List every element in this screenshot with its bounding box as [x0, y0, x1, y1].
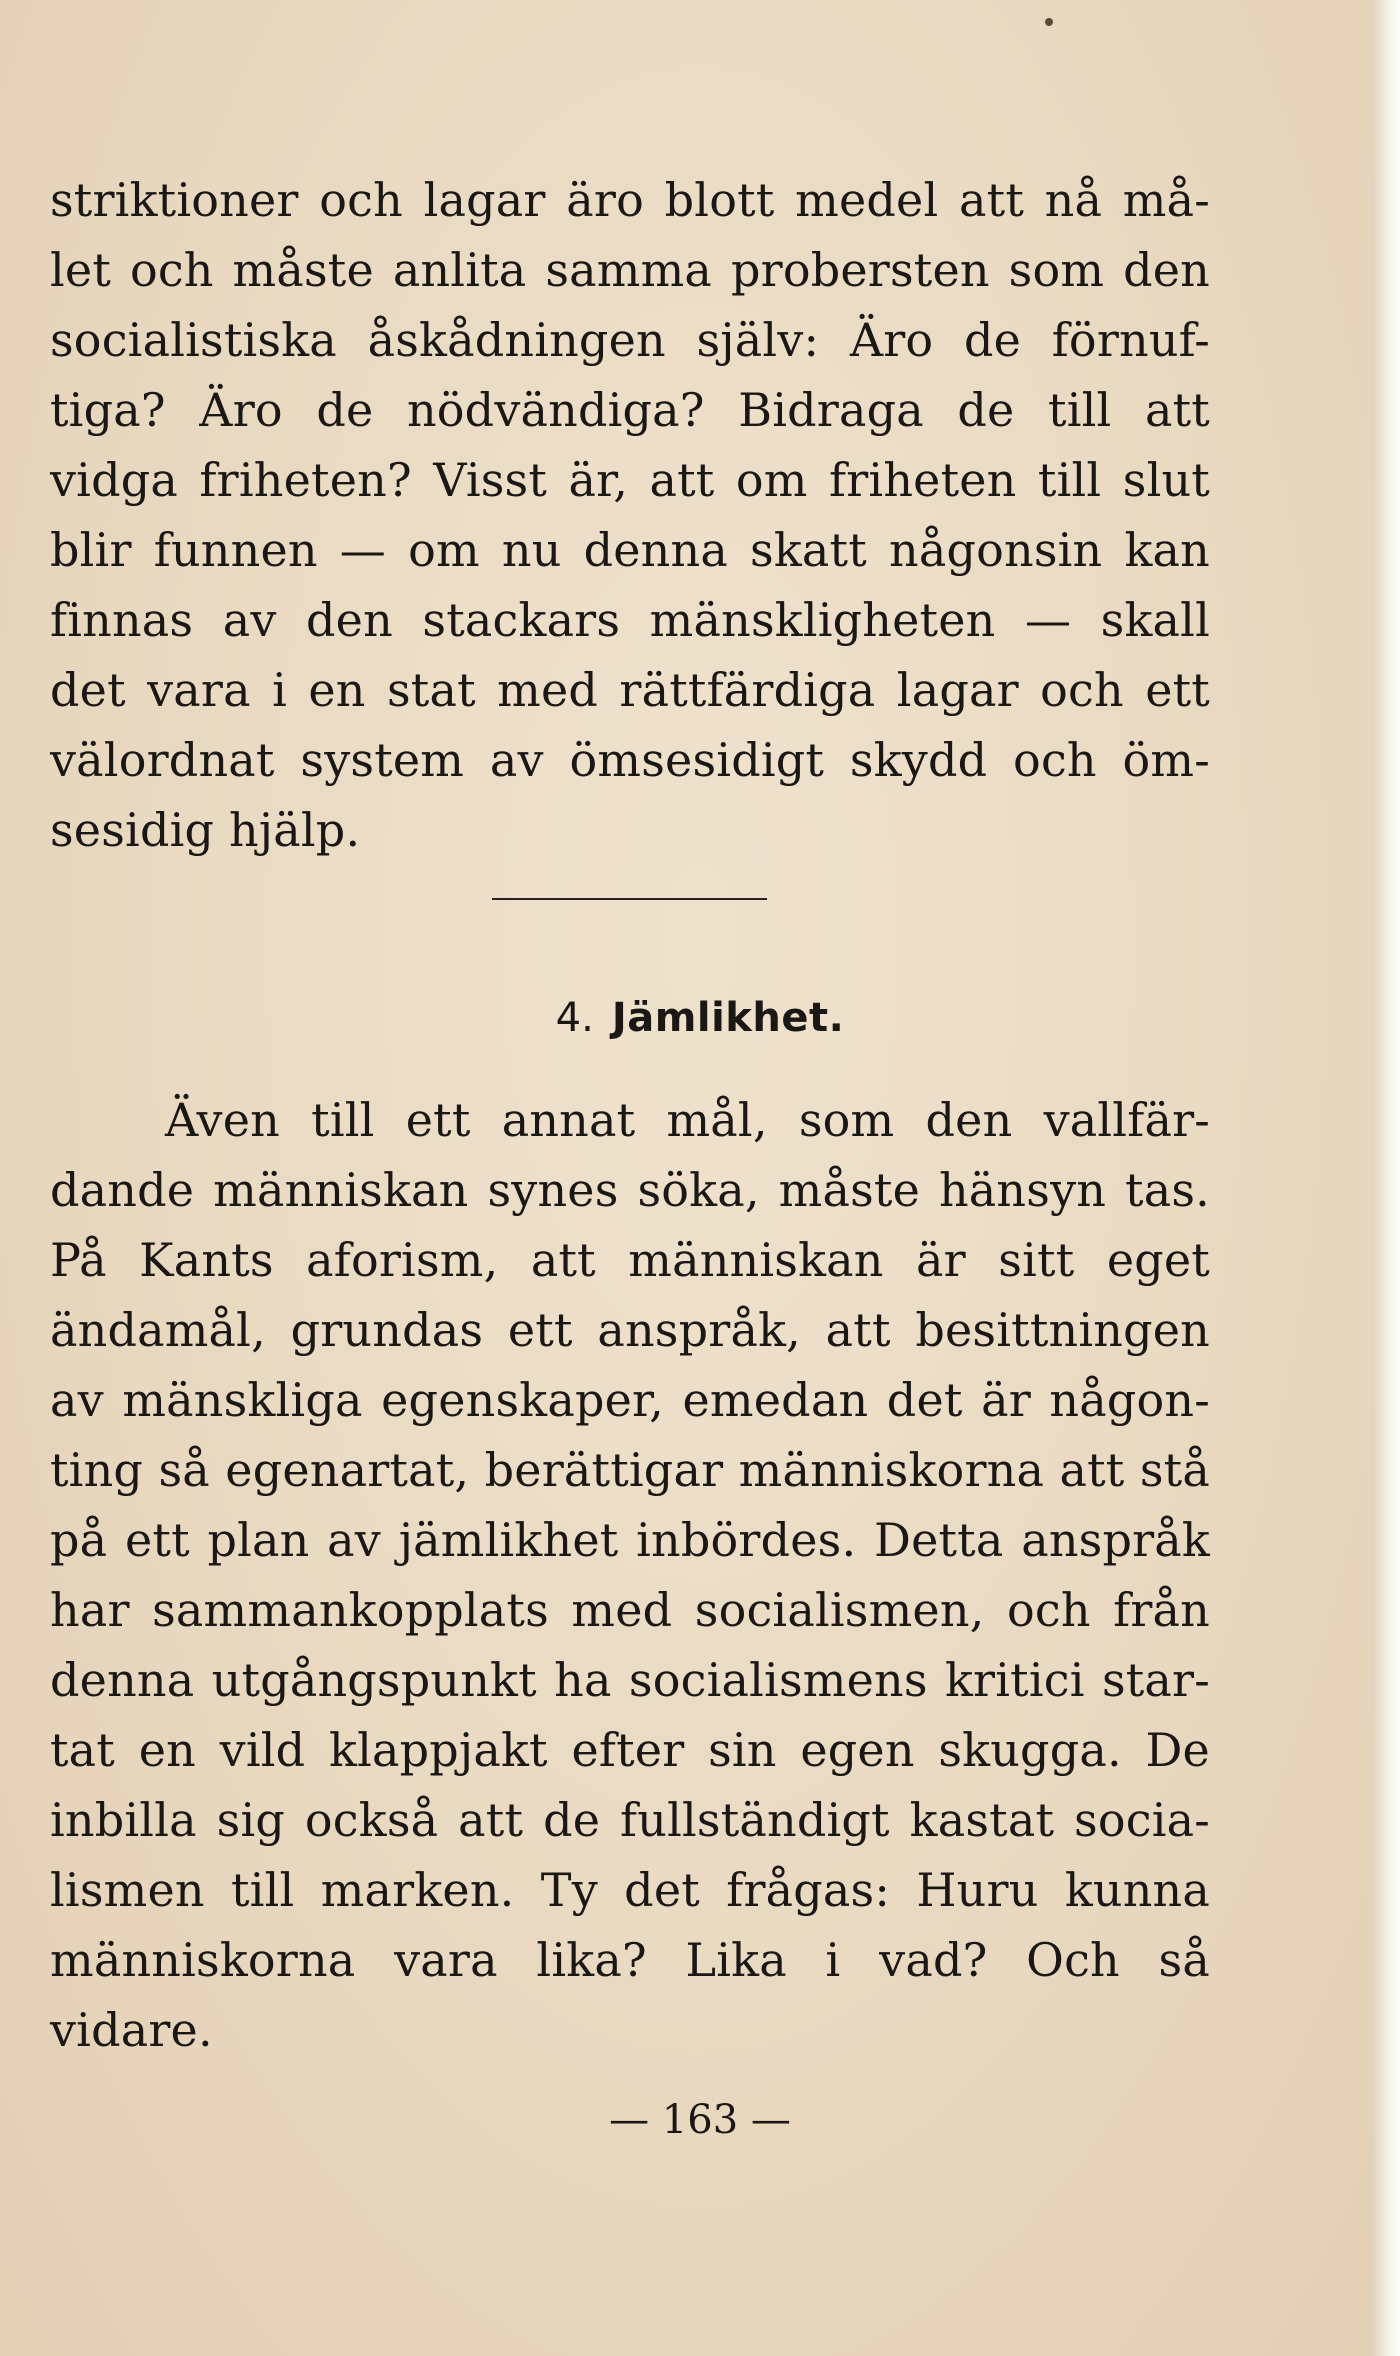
text-line: Även till ett annat mål, som den vallfär-: [165, 1093, 1210, 1147]
text-line: striktioner och lagar äro blott medel att nå må-: [50, 173, 1210, 227]
text-line: tiga? Äro de nödvändiga? Bidraga de till att: [50, 383, 1210, 437]
text-line: dande människan synes söka, måste hänsyn tas.: [50, 1163, 1210, 1217]
section-divider: [492, 898, 767, 900]
text-line: På Kants aforism, att människan är sitt eget: [50, 1233, 1210, 1287]
section-number: 4.: [555, 995, 594, 1041]
text-line: denna utgångspunkt ha socialismens kritici star-: [50, 1653, 1210, 1707]
section-title: Jämlikhet.: [611, 995, 845, 1041]
page-edge: [1372, 0, 1400, 2356]
text-line: ändamål, grundas ett anspråk, att besittningen: [50, 1303, 1210, 1357]
text-line: socialistiska åskådningen själv: Äro de förnuf-: [50, 313, 1210, 367]
text-line: blir funnen — om nu denna skatt någonsin kan: [50, 523, 1210, 577]
text-line: tat en vild klappjakt efter sin egen skugga. De: [50, 1723, 1210, 1777]
text-line: vidga friheten? Visst är, att om friheten till slut: [50, 453, 1210, 507]
page-number: — 163 —: [609, 2097, 791, 2143]
text-line: vidare.: [50, 2003, 213, 2057]
text-line: lismen till marken. Ty det frågas: Huru kunna: [50, 1863, 1210, 1917]
text-line: ting så egenartat, berättigar människorna att stå: [50, 1443, 1210, 1497]
ink-speck: [1045, 18, 1053, 26]
text-line: människorna vara lika? Lika i vad? Och så: [50, 1933, 1210, 1987]
text-line: finnas av den stackars mänskligheten — skall: [50, 593, 1210, 647]
text-line: på ett plan av jämlikhet inbördes. Detta anspråk: [50, 1513, 1210, 1567]
text-line: let och måste anlita samma probersten som den: [50, 243, 1210, 297]
text-line: har sammankopplats med socialismen, och från: [50, 1583, 1210, 1637]
text-line: välordnat system av ömsesidigt skydd och öm-: [50, 733, 1210, 787]
text-line: det vara i en stat med rättfärdiga lagar och ett: [50, 663, 1210, 717]
section-heading: [0, 988, 1400, 1048]
text-line: av mänskliga egenskaper, emedan det är någon-: [50, 1373, 1210, 1427]
text-line: inbilla sig också att de fullständigt kastat socia-: [50, 1793, 1210, 1847]
text-line: sesidig hjälp.: [50, 803, 361, 857]
